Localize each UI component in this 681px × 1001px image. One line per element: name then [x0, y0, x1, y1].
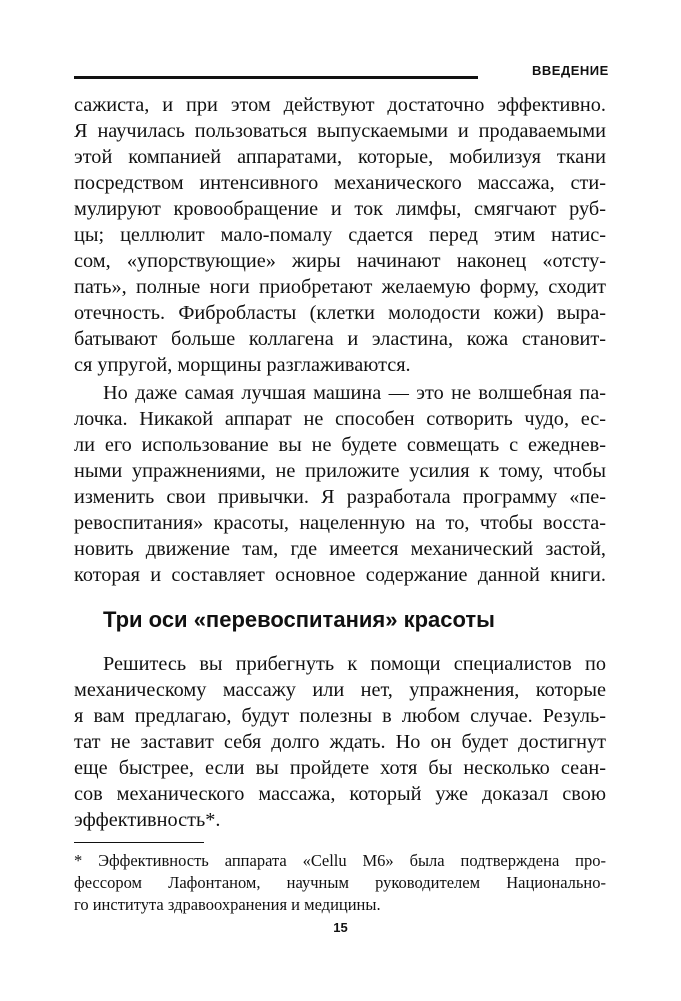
text-line: посредством интенсивного механического массажа, сти-: [74, 172, 606, 194]
text-line: сом, «упорствующие» жиры начинают наконец «отсту-: [74, 250, 606, 272]
text-line: тат не заставит себя долго ждать. Но он будет достигнут: [74, 731, 606, 753]
text-line: эффективность*.: [74, 809, 221, 831]
text-line: этой компанией аппаратами, которые, мобилизуя ткани: [74, 146, 606, 168]
text-line: которая и составляет основное содержание данной книги.: [74, 564, 606, 586]
page-number: 15: [333, 920, 348, 935]
text-line: сов механического массажа, который уже доказал свою: [74, 783, 606, 805]
text-line: пать», полные ноги приобретают желаемую форму, сходит: [74, 276, 606, 298]
text-line: я вам предлагаю, будут полезны в любом случае. Резуль-: [74, 705, 606, 727]
footnote-line: фессором Лафонтаном, научным руководителем Национально-: [74, 873, 606, 892]
text-line: ся упругой, морщины разглаживаются.: [74, 354, 411, 376]
text-line: лочка. Никакой аппарат не способен сотворить чудо, ес-: [74, 408, 606, 430]
footnote-line: го института здравоохранения и медицины.: [74, 895, 381, 914]
text-line: сажиста, и при этом действуют достаточно эффективно.: [74, 94, 606, 116]
text-line: ли его использование вы не будете совмещать с ежеднев-: [74, 434, 606, 456]
text-line: новить движение там, где имеется механический застой,: [74, 538, 606, 560]
text-line: еще быстрее, если вы пройдете хотя бы несколько сеан-: [74, 757, 606, 779]
text-line: ными упражнениями, не приложите усилия к тому, чтобы: [74, 460, 606, 482]
text-line: Я научилась пользоваться выпускаемыми и продаваемыми: [74, 120, 606, 142]
text-line: мулируют кровообращение и ток лимфы, смягчают руб-: [74, 198, 606, 220]
text-line: изменить свои привычки. Я разработала программу «пе-: [74, 486, 606, 508]
text-line: механическому массажу или нет, упражнения, которые: [74, 679, 606, 701]
header-rule: [74, 76, 478, 79]
footnote-line: * Эффективность аппарата «Cellu M6» была подтверждена про-: [74, 851, 606, 870]
text-line: ревоспитания» красоты, нацеленную на то, чтобы восста-: [74, 512, 606, 534]
text-line: Решитесь вы прибегнуть к помощи специалистов по: [103, 653, 606, 675]
running-head: ВВЕДЕНИЕ: [532, 63, 609, 78]
text-line: цы; целлюлит мало-помалу сдается перед этим натис-: [74, 224, 606, 246]
text-line: батывают больше коллагена и эластина, кожа становит-: [74, 328, 606, 350]
text-line: Но даже самая лучшая машина — это не волшебная па-: [103, 382, 606, 404]
text-line: отечность. Фибробласты (клетки молодости кожи) выра-: [74, 302, 606, 324]
footnote-rule: [74, 842, 204, 843]
section-heading: Три оси «перевоспитания» красоты: [103, 607, 495, 632]
